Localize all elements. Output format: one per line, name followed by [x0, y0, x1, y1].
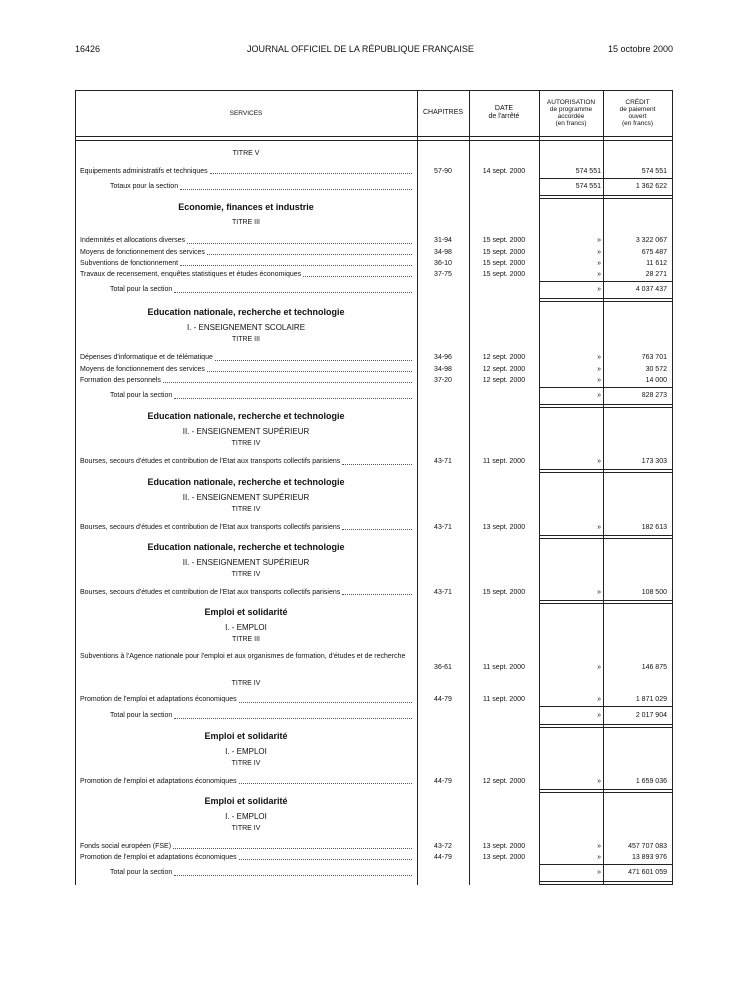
credit-cell: 13 893 976: [631, 854, 667, 862]
journal-title: JOURNAL OFFICIEL DE LA RÉPUBLIQUE FRANÇAISE: [247, 44, 474, 54]
section-subheading: I. - EMPLOI: [225, 746, 267, 756]
autorisation-cell: »: [597, 777, 601, 785]
row-rule: [539, 864, 672, 865]
table-row: [75, 522, 672, 533]
titre-label: TITRE IV: [231, 570, 261, 578]
total-row: [75, 390, 672, 402]
credit-cell: 1 871 029: [635, 696, 667, 704]
service-label: Bourses, secours d'études et contribution de l'Etat aux transports collectifs parisiens: [80, 456, 413, 467]
credit-cell: 3 322 067: [635, 237, 667, 245]
table-row: [75, 235, 672, 246]
chapitre-cell: 44-79: [434, 777, 452, 785]
chapitre-cell: 34-96: [434, 354, 452, 362]
issue-date: 15 octobre 2000: [607, 44, 673, 54]
section-subheading: I. - EMPLOI: [225, 811, 267, 821]
autorisation-cell: »: [597, 664, 601, 672]
credit-cell: 828 273: [641, 392, 667, 400]
row-rule: [539, 195, 672, 196]
column-rule: [539, 90, 540, 885]
date-cell: 13 sept. 2000: [482, 523, 526, 531]
autorisation-cell: »: [597, 458, 601, 466]
date-cell: 11 sept. 2000: [483, 458, 525, 466]
chapitre-cell: 43-71: [434, 588, 452, 596]
section-subheading: II. - ENSEIGNEMENT SUPÉRIEUR: [182, 557, 310, 567]
service-label: Total pour la section: [110, 390, 413, 402]
chapitre-cell: 57-90: [434, 168, 452, 175]
service-label: Promotion de l'emploi et adaptations économiques: [80, 852, 413, 863]
table-row: [75, 166, 672, 177]
table-row: [75, 375, 672, 386]
service-label: Formation des personnels: [80, 375, 413, 386]
chapitre-cell: 36-10: [434, 259, 452, 267]
chapitre-cell: 44-79: [434, 696, 452, 704]
credit-cell: 173 303: [641, 458, 667, 466]
autorisation-cell: »: [597, 237, 601, 245]
titre-label: TITRE III: [232, 636, 260, 644]
row-rule: [539, 603, 672, 604]
table-row: [75, 694, 672, 705]
row-rule: [539, 198, 672, 199]
row-rule: [539, 178, 672, 179]
date-cell: 15 sept. 2000: [482, 248, 526, 256]
spacer: [75, 722, 672, 730]
row-rule: [75, 136, 672, 137]
service-label: Promotion de l'emploi et adaptations économiques: [80, 776, 413, 787]
autorisation-cell: »: [597, 286, 601, 294]
section-subheading: I. - EMPLOI: [225, 623, 267, 633]
chapitre-cell: 43-71: [434, 458, 452, 466]
autorisation-cell: »: [597, 588, 601, 596]
table-row: [75, 776, 672, 787]
row-rule: [539, 706, 672, 707]
service-label: Total pour la section: [110, 710, 413, 722]
row-rule: [539, 789, 672, 790]
credit-cell: 471 601 059: [628, 869, 667, 877]
column-rule: [603, 90, 604, 885]
col-header-date: DATE de l'arrêté: [488, 105, 520, 120]
autorisation-cell: »: [597, 842, 601, 850]
row-rule: [539, 469, 672, 470]
titre-label: TITRE III: [232, 336, 260, 344]
row-rule: [539, 884, 672, 885]
column-rule: [417, 90, 418, 885]
autorisation-cell: 574 551: [575, 183, 601, 191]
service-label: Subventions à l'Agence nationale pour l'emploi et aux organismes de formation, d'études et de recherche: [80, 653, 406, 661]
date-cell: 13 sept. 2000: [482, 842, 526, 850]
service-label: Dépenses d'informatique et de télématique: [80, 352, 413, 363]
autorisation-cell: »: [597, 365, 601, 373]
service-label: Totaux pour la section: [110, 181, 413, 193]
col-header-credit: CRÉDIT de paiement ouvert (en francs): [619, 99, 656, 127]
service-label: Bourses, secours d'études et contribution de l'Etat aux transports collectifs parisiens: [80, 587, 413, 598]
date-cell: 11 sept. 2000: [483, 696, 525, 704]
section-heading: Education nationale, recherche et technologie: [147, 307, 345, 318]
row-rule: [539, 298, 672, 299]
autorisation-cell: »: [597, 354, 601, 362]
service-label: Moyens de fonctionnement des services: [80, 247, 413, 258]
service-label: Equipements administratifs et techniques: [80, 166, 413, 177]
section-subheading: II. - ENSEIGNEMENT SUPÉRIEUR: [182, 427, 310, 437]
row-rule: [539, 538, 672, 539]
row-rule: [539, 407, 672, 408]
titre-label: TITRE IV: [231, 680, 261, 688]
row-rule: [75, 90, 672, 91]
section-heading: Economie, finances et industrie: [178, 202, 314, 213]
autorisation-cell: »: [597, 271, 601, 279]
chapitre-cell: 36-61: [434, 664, 452, 672]
autorisation-cell: »: [597, 854, 601, 862]
credit-cell: 14 000: [645, 377, 667, 385]
section-heading: Emploi et solidarité: [204, 730, 288, 741]
service-label: Travaux de recensement, enquêtes statistiques et études économiques: [80, 269, 413, 280]
autorisation-cell: »: [597, 696, 601, 704]
credit-cell: 182 613: [641, 523, 667, 531]
autorisation-cell: »: [597, 392, 601, 400]
chapitre-cell: 37-75: [434, 271, 452, 279]
table-row: [75, 352, 672, 363]
table-row: [75, 269, 672, 280]
table-row: [75, 258, 672, 269]
titre-label: TITRE IV: [231, 759, 261, 767]
table-row: [75, 852, 672, 863]
row-rule: [539, 600, 672, 601]
date-cell: 15 sept. 2000: [482, 259, 526, 267]
date-cell: 12 sept. 2000: [482, 365, 526, 373]
credit-cell: 574 551: [641, 168, 667, 175]
row-rule: [539, 535, 672, 536]
date-cell: 15 sept. 2000: [482, 588, 526, 596]
chapitre-cell: 43-72: [434, 842, 452, 850]
col-header-services: SERVICES: [229, 109, 263, 117]
autorisation-cell: »: [597, 377, 601, 385]
total-row: [75, 710, 672, 722]
service-label: Moyens de fonctionnement des services: [80, 364, 413, 375]
row-rule: [539, 724, 672, 725]
row-rule: [539, 881, 672, 882]
service-label: Bourses, secours d'études et contribution de l'Etat aux transports collectifs parisiens: [80, 522, 413, 533]
chapitre-cell: 37-20: [434, 377, 452, 385]
row-rule: [539, 281, 672, 282]
page-number: 16426: [75, 44, 101, 54]
table-row: [75, 456, 672, 467]
autorisation-cell: »: [597, 523, 601, 531]
credit-cell: 146 875: [641, 664, 667, 672]
total-row: [75, 181, 672, 193]
row-rule: [539, 792, 672, 793]
titre-label: TITRE IV: [231, 440, 261, 448]
credit-cell: 675 487: [641, 248, 667, 256]
table-row: [75, 587, 672, 598]
credit-cell: 30 572: [645, 365, 667, 373]
titre-label: TITRE IV: [231, 505, 261, 513]
chapitre-cell: 34-98: [434, 248, 452, 256]
service-label: Fonds social européen (FSE): [80, 841, 413, 852]
table-row: [75, 247, 672, 258]
section-heading: Emploi et solidarité: [204, 795, 288, 806]
titre-label: TITRE III: [232, 219, 260, 227]
row-rule: [539, 727, 672, 728]
section-heading: Emploi et solidarité: [204, 607, 288, 618]
table-row: [75, 652, 672, 674]
service-label: Subventions de fonctionnement: [80, 258, 413, 269]
section-subheading: II. - ENSEIGNEMENT SUPÉRIEUR: [182, 492, 310, 502]
service-label: Total pour la section: [110, 867, 413, 879]
row-rule: [539, 472, 672, 473]
section-subheading: I. - ENSEIGNEMENT SCOLAIRE: [186, 323, 306, 333]
credit-cell: 1 659 036: [635, 777, 667, 785]
date-cell: 15 sept. 2000: [482, 271, 526, 279]
running-header: [75, 44, 673, 58]
section-heading: Education nationale, recherche et technologie: [147, 541, 345, 552]
total-row: [75, 867, 672, 879]
table-body: [75, 148, 672, 879]
chapitre-cell: 43-71: [434, 523, 452, 531]
service-label: Total pour la section: [110, 284, 413, 296]
service-label: Indemnités et allocations diverses: [80, 235, 413, 246]
credit-cell: 1 362 622: [635, 183, 667, 191]
col-header-autorisation: AUTORISATION de programme accordée (en francs): [546, 99, 596, 127]
titre-label: TITRE IV: [231, 824, 261, 832]
date-cell: 11 sept. 2000: [483, 664, 525, 672]
table-row: [75, 364, 672, 375]
section-heading: Education nationale, recherche et technologie: [147, 476, 345, 487]
chapitre-cell: 31-94: [434, 237, 452, 245]
date-cell: 13 sept. 2000: [482, 854, 526, 862]
credit-cell: 457 707 083: [628, 842, 667, 850]
autorisation-cell: »: [597, 711, 601, 719]
credit-cell: 4 037 437: [635, 286, 667, 294]
table-row: [75, 841, 672, 852]
date-cell: 14 sept. 2000: [482, 168, 526, 175]
credit-cell: 108 500: [641, 588, 667, 596]
chapitre-cell: 34-98: [434, 365, 452, 373]
autorisation-cell: 574 551: [575, 168, 601, 175]
total-row: [75, 284, 672, 296]
date-cell: 12 sept. 2000: [482, 377, 526, 385]
autorisation-cell: »: [597, 248, 601, 256]
credit-cell: 2 017 904: [635, 711, 667, 719]
row-rule: [539, 387, 672, 388]
column-rule: [672, 90, 673, 885]
row-rule: [539, 301, 672, 302]
section-heading: Education nationale, recherche et technologie: [147, 411, 345, 422]
autorisation-cell: »: [597, 259, 601, 267]
column-rule: [469, 90, 470, 885]
chapitre-cell: 44-79: [434, 854, 452, 862]
autorisation-cell: »: [597, 869, 601, 877]
row-rule: [75, 140, 672, 141]
date-cell: 15 sept. 2000: [482, 237, 526, 245]
column-rule: [75, 90, 76, 885]
date-cell: 12 sept. 2000: [482, 354, 526, 362]
credit-cell: 11 612: [646, 259, 667, 267]
credit-cell: 28 271: [645, 271, 667, 279]
col-header-chapitres: CHAPITRES: [422, 109, 464, 116]
date-cell: 12 sept. 2000: [482, 777, 526, 785]
titre-label: TITRE V: [232, 150, 260, 157]
row-rule: [539, 404, 672, 405]
service-label: Promotion de l'emploi et adaptations économiques: [80, 694, 413, 705]
credit-cell: 763 701: [641, 354, 667, 362]
